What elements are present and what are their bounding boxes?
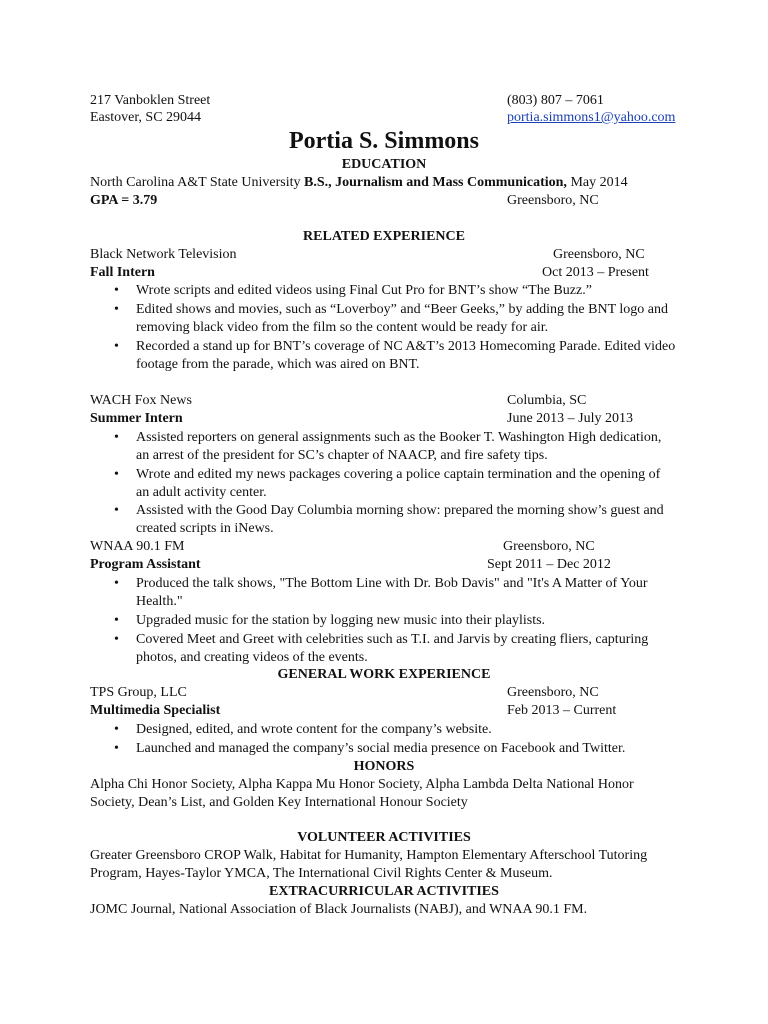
address-street: 217 Vanboklen Street [90,93,211,108]
general-experience-heading: GENERAL WORK EXPERIENCE [277,667,491,682]
education-line [90,174,628,192]
job-bullet: • Assisted with the Good Day Columbia morning show: prepared the morning show’s guest and created scripts in iNews. [136,502,676,538]
job-dates: Oct 2013 – Present [542,265,649,280]
job-bullet: • Upgraded music for the station by logging new music into their playlists. [136,612,676,630]
extracurricular-heading: EXTRACURRICULAR ACTIVITIES [269,884,499,899]
phone-number: (803) 807 – 7061 [507,93,604,108]
job-location: Greensboro, NC [507,685,599,700]
honors-heading: HONORS [353,759,415,774]
job-dates: Sept 2011 – Dec 2012 [487,557,611,572]
job-org: TPS Group, LLC [90,685,187,700]
volunteer-heading: VOLUNTEER ACTIVITIES [297,830,471,845]
job-title: Summer Intern [90,411,183,426]
job-dates: June 2013 – July 2013 [507,411,633,426]
extracurricular-text: JOMC Journal, National Association of Black Journalists (NABJ), and WNAA 90.1 FM. [90,902,588,917]
job-dates: Feb 2013 – Current [507,703,617,718]
job-bullet: • Wrote and edited my news packages covering a police captain termination and the opening of an adult activity center. [136,466,676,502]
job-bullet: • Launched and managed the company’s social media presence on Facebook and Twitter. [136,740,676,758]
job-org: WACH Fox News [90,393,192,408]
address-city: Eastover, SC 29044 [90,110,202,125]
gpa: GPA = 3.79 [90,193,158,208]
job-bullet: • Recorded a stand up for BNT’s coverage of NC A&T’s 2013 Homecoming Parade. Edited video footage from the parade, which was aired on BNT. [136,338,676,374]
job-org: WNAA 90.1 FM [90,539,185,554]
volunteer-text: Greater Greensboro CROP Walk, Habitat for Humanity, Hampton Elementary Afterschool Tutoring Program, Hayes-Taylor YMCA, The International Civil Rights Center & Museum. [90,848,648,881]
job-location: Greensboro, NC [553,247,645,262]
job-title: Multimedia Specialist [90,703,221,718]
job-title: Fall Intern [90,265,155,280]
education-heading: EDUCATION [341,157,427,172]
job-bullet: • Edited shows and movies, such as “Loverboy” and “Beer Geeks,” by adding the BNT logo and removing black video from the film so the content would be ready for air. [136,301,676,337]
job-bullet: • Covered Meet and Greet with celebrities such as T.I. and Jarvis by creating fliers, capturing photos, and creating videos of the events. [136,631,676,667]
job-location: Greensboro, NC [503,539,595,554]
email-link[interactable]: portia.simmons1@yahoo.com [507,110,676,125]
candidate-name: Portia S. Simmons [288,128,479,154]
job-title: Program Assistant [90,557,201,572]
graduation-date: May 2014 [566,175,628,190]
job-location: Columbia, SC [507,393,587,408]
job-bullet: • Produced the talk shows, "The Bottom Line with Dr. Bob Davis" and "It's A Matter of Your Health." [136,575,676,611]
education-location: Greensboro, NC [507,193,599,208]
degree: B.S., Journalism and Mass Communication, [304,175,567,190]
school-name: North Carolina A&T State University [90,175,304,190]
job-bullet: • Wrote scripts and edited videos using Final Cut Pro for BNT’s show “The Buzz.” [136,282,676,300]
job-bullet: • Designed, edited, and wrote content for the company’s website. [136,721,676,739]
related-experience-heading: RELATED EXPERIENCE [303,229,465,244]
honors-text: Alpha Chi Honor Society, Alpha Kappa Mu Honor Society, Alpha Lambda Delta National Honor Society, Dean’s List, and Golden Key International Honour Society [90,777,634,810]
job-org: Black Network Television [90,247,237,262]
job-bullet: • Assisted reporters on general assignments such as the Booker T. Washington High dedication, an arrest of the president for SC’s chapter of NAACP, and fire safety tips. [136,429,676,465]
